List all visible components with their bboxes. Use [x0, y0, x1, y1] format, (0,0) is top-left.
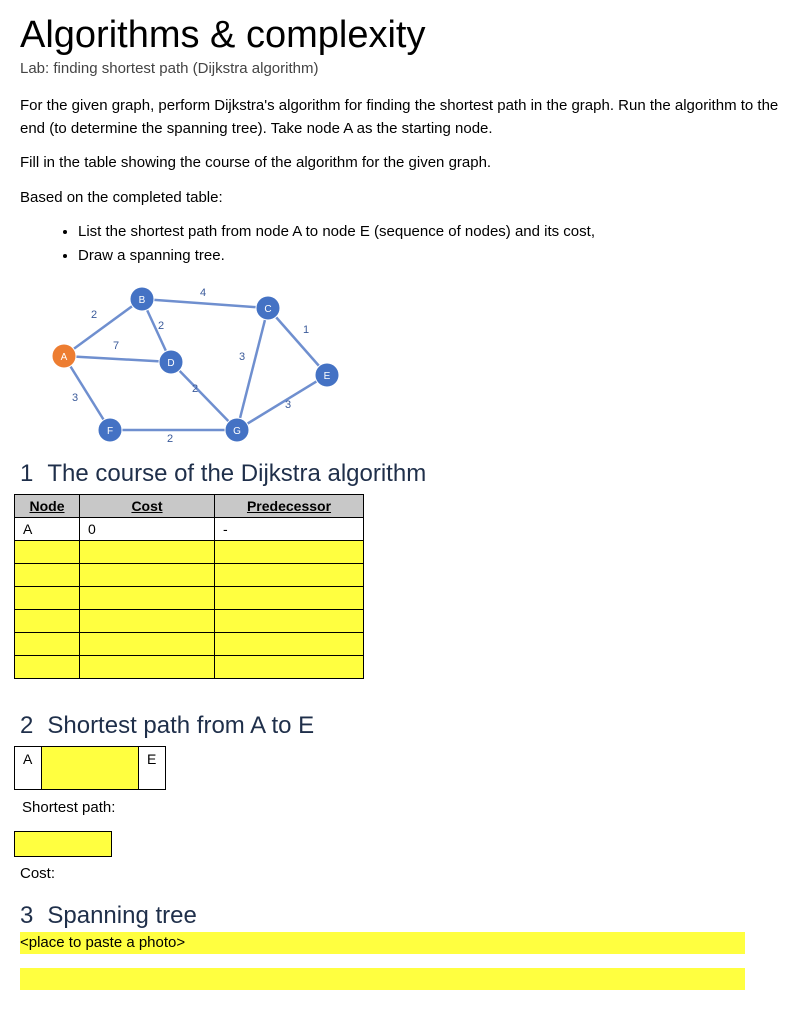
page-subtitle: Lab: finding shortest path (Dijkstra algorithm) [20, 60, 319, 77]
cell-cost[interactable] [80, 656, 215, 679]
node-label: F [106, 426, 114, 437]
cell-node[interactable] [15, 541, 80, 564]
node-label: E [323, 371, 331, 382]
photo-placeholder-extra[interactable] [20, 968, 745, 990]
section-title: Shortest path from A to E [47, 712, 315, 739]
section-number: 3 [20, 902, 34, 929]
cell-predecessor[interactable] [215, 656, 364, 679]
table-row [15, 656, 364, 679]
cell-cost[interactable] [80, 564, 215, 587]
graph-edge-cg [237, 308, 268, 430]
edge-weight-label: 2 [191, 383, 199, 395]
header-node: Node [15, 495, 80, 518]
graph-edge-dg [171, 362, 237, 430]
cell-cost[interactable] [80, 541, 215, 564]
table-header-row [15, 495, 364, 518]
node-label: A [60, 352, 68, 363]
intro-paragraph: For the given graph, perform Dijkstra's algorithm for finding the shortest path in the graph. Run the algorithm to the end (to determine the spanning tree). Take node A as the starting node. [20, 97, 779, 137]
cell-predecessor[interactable] [215, 610, 364, 633]
cell-predecessor[interactable] [215, 564, 364, 587]
header-cost: Cost [80, 495, 215, 518]
graph-diagram [0, 0, 800, 460]
edge-weight-label: 1 [302, 324, 310, 336]
header-predecessor: Predecessor [215, 495, 364, 518]
edge-weight-label: 3 [71, 392, 79, 404]
node-label: C [264, 304, 272, 315]
table-row [15, 610, 364, 633]
cell-cost[interactable] [80, 587, 215, 610]
section-heading-3 [20, 902, 197, 930]
cell-node[interactable] [15, 610, 80, 633]
table-row [15, 518, 364, 541]
edge-weight-label: 4 [199, 287, 207, 299]
cell-cost[interactable]: 0 [80, 518, 215, 541]
table-row [15, 541, 364, 564]
cell-node[interactable]: A [15, 518, 80, 541]
cell-predecessor[interactable] [215, 587, 364, 610]
edge-weight-label: 7 [112, 340, 120, 352]
cell-predecessor[interactable]: - [215, 518, 364, 541]
graph-edge-ab [64, 299, 142, 356]
section-heading-1 [20, 460, 426, 488]
edge-weight-label: 2 [166, 433, 174, 445]
path-end-box: E [138, 746, 166, 790]
edge-weight-label: 3 [238, 351, 246, 363]
section-number: 2 [20, 712, 34, 739]
page-title: Algorithms & complexity [20, 14, 426, 56]
fill-instruction: Fill in the table showing the course of the algorithm for the given graph. [20, 154, 492, 171]
shortest-path-input[interactable] [14, 831, 112, 857]
shortest-path-label: Shortest path: [22, 799, 116, 816]
table-row [15, 564, 364, 587]
photo-placeholder[interactable]: <place to paste a photo> [20, 932, 745, 954]
section-title: The course of the Dijkstra algorithm [47, 460, 427, 487]
cost-label: Cost: [20, 865, 56, 882]
dijkstra-course-table [14, 494, 364, 679]
node-label: D [167, 358, 175, 369]
edge-weight-label: 3 [284, 399, 292, 411]
path-middle-input[interactable] [41, 746, 139, 790]
cell-node[interactable] [15, 564, 80, 587]
node-label: G [233, 426, 241, 437]
task-item: • List the shortest path from node A to node E (sequence of nodes) and its cost, [78, 220, 595, 244]
edge-weight-label: 2 [157, 320, 165, 332]
path-start-box: A [14, 746, 42, 790]
cell-predecessor[interactable] [215, 541, 364, 564]
cell-node[interactable] [15, 587, 80, 610]
based-on-text: Based on the completed table: [20, 189, 223, 206]
table-row [15, 587, 364, 610]
graph-edge-af [64, 356, 110, 430]
section-title: Spanning tree [47, 902, 197, 929]
graph-edge-eg [237, 375, 327, 430]
graph-edge-ce [268, 308, 327, 375]
table-row [15, 633, 364, 656]
node-label: B [138, 295, 146, 306]
task-item: • Draw a spanning tree. [78, 244, 595, 268]
section-heading-2 [20, 712, 314, 740]
cell-cost[interactable] [80, 633, 215, 656]
graph-edge-ad [64, 356, 171, 362]
cell-node[interactable] [15, 633, 80, 656]
cell-cost[interactable] [80, 610, 215, 633]
edge-weight-label: 2 [90, 309, 98, 321]
graph-edge-bc [142, 299, 268, 308]
cell-predecessor[interactable] [215, 633, 364, 656]
section-number: 1 [20, 460, 34, 487]
cell-node[interactable] [15, 656, 80, 679]
